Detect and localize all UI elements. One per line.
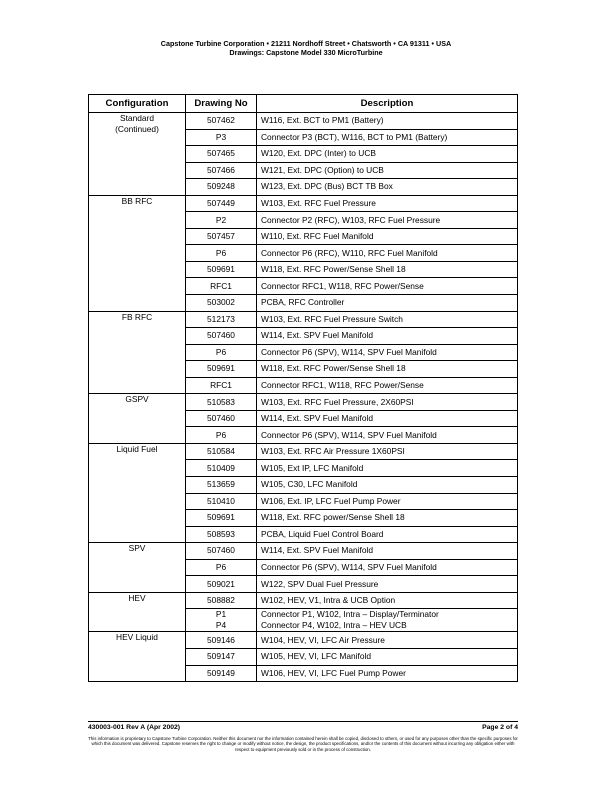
- description-cell: W103, Ext. RFC Air Pressure 1X60PSI: [257, 443, 518, 460]
- drawing-number-cell: 509149: [186, 665, 257, 682]
- description-cell: Connector RFC1, W118, RFC Power/Sense: [257, 377, 518, 394]
- drawing-number-cell: 507449: [186, 195, 257, 212]
- drawing-number-cell: 507460: [186, 328, 257, 345]
- footer-rule: [88, 721, 518, 722]
- drawing-number-cell: 508882: [186, 592, 257, 609]
- table-row: [89, 632, 518, 649]
- drawing-number-cell: P6: [186, 344, 257, 361]
- description-cell: Connector P6 (RFC), W110, RFC Fuel Manifold: [257, 245, 518, 262]
- description-cell: W116, Ext. BCT to PM1 (Battery): [257, 113, 518, 130]
- configuration-cell: HEV Liquid: [89, 632, 186, 682]
- drawing-number-cell: 507462: [186, 113, 257, 130]
- page-header: [0, 39, 612, 57]
- table-body: [89, 113, 518, 682]
- description-cell: PCBA, Liquid Fuel Control Board: [257, 526, 518, 543]
- description-cell: W114, Ext. SPV Fuel Manifold: [257, 410, 518, 427]
- description-cell: Connector P6 (SPV), W114, SPV Fuel Manifold: [257, 559, 518, 576]
- drawings-table: [88, 94, 518, 682]
- page-number: Page 2 of 4: [482, 724, 518, 731]
- drawing-number-cell: 509021: [186, 576, 257, 593]
- description-cell: Connector RFC1, W118, RFC Power/Sense: [257, 278, 518, 295]
- footer: [88, 724, 518, 731]
- description-cell: Connector P6 (SPV), W114, SPV Fuel Manifold: [257, 344, 518, 361]
- description-cell: W120, Ext. DPC (Inter) to UCB: [257, 146, 518, 163]
- table-row: [89, 394, 518, 411]
- description-cell: PCBA, RFC Controller: [257, 295, 518, 312]
- description-cell: W123, Ext. DPC (Bus) BCT TB Box: [257, 179, 518, 196]
- table-header-row: [89, 95, 518, 113]
- drawing-number-cell: 510583: [186, 394, 257, 411]
- table-row: [89, 443, 518, 460]
- description-cell: W114, Ext. SPV Fuel Manifold: [257, 543, 518, 560]
- drawing-number-cell: RFC1: [186, 278, 257, 295]
- description-cell: W121, Ext. DPC (Option) to UCB: [257, 162, 518, 179]
- description-cell: W118, Ext. RFC Power/Sense Shell 18: [257, 261, 518, 278]
- drawing-number-cell: 510584: [186, 443, 257, 460]
- description-cell: W114, Ext. SPV Fuel Manifold: [257, 328, 518, 345]
- drawing-number-cell: RFC1: [186, 377, 257, 394]
- drawing-number-cell: 507465: [186, 146, 257, 163]
- description-cell: W106, Ext. IP, LFC Fuel Pump Power: [257, 493, 518, 510]
- description-cell: W105, HEV, VI, LFC Manifold: [257, 648, 518, 665]
- description-cell: W118, Ext. RFC power/Sense Shell 18: [257, 510, 518, 527]
- description-cell: W104, HEV, VI, LFC Air Pressure: [257, 632, 518, 649]
- description-cell: Connector P2 (RFC), W103, RFC Fuel Pressure: [257, 212, 518, 229]
- drawing-number-cell: 513659: [186, 477, 257, 494]
- document-subtitle: Drawings: Capstone Model 330 MicroTurbine: [229, 48, 383, 57]
- proprietary-notice: This information is proprietary to Capstone Turbine Corporation. Neither this document nor the information contained herein shall be copied, disclosed to others, or used for any purposes other than the specific purposes for which this document was delivered. Capstone reserves the right to change or modify without notice, the design, the product specifications, and/or the contents of this document without incurring any obligation either with respect to equipment previously sold or in the process of construction.: [88, 736, 518, 752]
- description-cell: W102, HEV, V1, Intra & UCB Option: [257, 592, 518, 609]
- drawing-number-cell: 509691: [186, 510, 257, 527]
- description-cell: W105, Ext IP, LFC Manifold: [257, 460, 518, 477]
- drawing-number-cell: 509248: [186, 179, 257, 196]
- column-header-configuration: Configuration: [89, 95, 186, 113]
- drawing-number-cell: 508593: [186, 526, 257, 543]
- drawing-number-cell: 507466: [186, 162, 257, 179]
- drawing-number-cell: P2: [186, 212, 257, 229]
- drawing-number-cell: P1 P4: [186, 609, 257, 632]
- drawing-number-cell: 510409: [186, 460, 257, 477]
- company-address-line: Capstone Turbine Corporation • 21211 Nordhoff Street • Chatsworth • CA 91311 • USA: [160, 39, 452, 48]
- drawing-number-cell: 512173: [186, 311, 257, 328]
- column-header-drawing-no: Drawing No: [186, 95, 257, 113]
- configuration-cell: FB RFC: [89, 311, 186, 394]
- configuration-cell: Standard (Continued): [89, 113, 186, 196]
- configuration-cell: SPV: [89, 543, 186, 593]
- description-cell: W122, SPV Dual Fuel Pressure: [257, 576, 518, 593]
- drawing-number-cell: 509691: [186, 261, 257, 278]
- drawing-number-cell: 503002: [186, 295, 257, 312]
- description-cell: Connector P1, W102, Intra – Display/Terminator Connector P4, W102, Intra – HEV UCB: [257, 609, 518, 632]
- table-row: [89, 311, 518, 328]
- drawing-number-cell: 507460: [186, 543, 257, 560]
- drawing-number-cell: P3: [186, 129, 257, 146]
- drawing-number-cell: P6: [186, 427, 257, 444]
- drawing-number-cell: 510410: [186, 493, 257, 510]
- description-cell: W103, Ext. RFC Fuel Pressure Switch: [257, 311, 518, 328]
- configuration-cell: GSPV: [89, 394, 186, 444]
- drawing-number-cell: 507457: [186, 228, 257, 245]
- description-cell: W103, Ext. RFC Fuel Pressure, 2X60PSI: [257, 394, 518, 411]
- table-row: [89, 543, 518, 560]
- drawing-number-cell: P6: [186, 245, 257, 262]
- table-row: [89, 195, 518, 212]
- description-cell: W105, C30, LFC Manifold: [257, 477, 518, 494]
- column-header-description: Description: [257, 95, 518, 113]
- description-cell: W118, Ext. RFC Power/Sense Shell 18: [257, 361, 518, 378]
- drawing-number-cell: 509691: [186, 361, 257, 378]
- description-cell: W110, Ext. RFC Fuel Manifold: [257, 228, 518, 245]
- drawing-number-cell: 509147: [186, 648, 257, 665]
- description-cell: W106, HEV, VI, LFC Fuel Pump Power: [257, 665, 518, 682]
- configuration-cell: Liquid Fuel: [89, 443, 186, 542]
- description-cell: W103, Ext. RFC Fuel Pressure: [257, 195, 518, 212]
- document-number: 430003-001 Rev A (Apr 2002): [88, 724, 181, 731]
- drawing-number-cell: 509146: [186, 632, 257, 649]
- drawing-number-cell: 507460: [186, 410, 257, 427]
- configuration-cell: HEV: [89, 592, 186, 632]
- description-cell: Connector P3 (BCT), W116, BCT to PM1 (Battery): [257, 129, 518, 146]
- configuration-cell: BB RFC: [89, 195, 186, 311]
- table-row: [89, 113, 518, 130]
- table-row: [89, 592, 518, 609]
- description-cell: Connector P6 (SPV), W114, SPV Fuel Manifold: [257, 427, 518, 444]
- drawing-number-cell: P6: [186, 559, 257, 576]
